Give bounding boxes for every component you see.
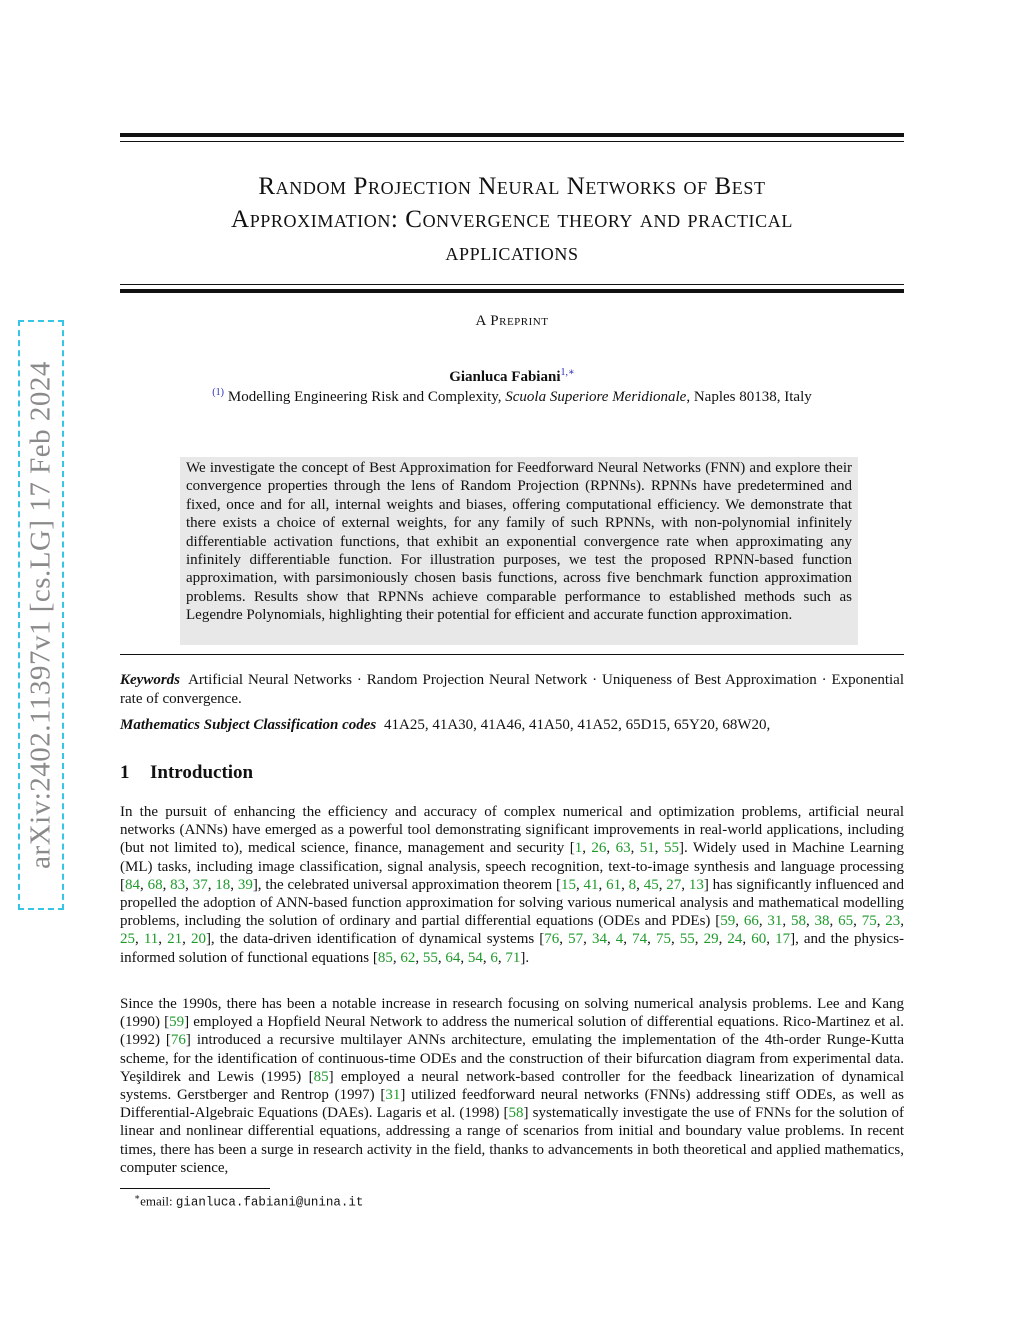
author-name-text: Gianluca Fabiani bbox=[449, 369, 561, 385]
title-bottom-rule-thin bbox=[120, 284, 904, 285]
citation-link[interactable]: 66 bbox=[743, 913, 759, 930]
citation-link[interactable]: 60 bbox=[751, 931, 767, 948]
arxiv-id-text: arXiv:2402.11397v1 [cs.LG] 17 Feb 2024 bbox=[24, 361, 57, 869]
citation-link[interactable]: 76 bbox=[170, 1032, 186, 1049]
citation-link[interactable]: 1 bbox=[574, 840, 583, 857]
citation-link[interactable]: 39 bbox=[237, 876, 253, 893]
author-affiliation bbox=[120, 387, 904, 406]
paper-title bbox=[120, 170, 904, 269]
citation-link[interactable]: 84 bbox=[125, 876, 140, 893]
citation-link[interactable]: 55 bbox=[679, 931, 695, 948]
abstract-rule bbox=[120, 654, 904, 655]
msc-label: Mathematics Subject Classification codes bbox=[120, 717, 377, 733]
citation-link[interactable]: 6 bbox=[490, 949, 498, 966]
citation-link[interactable]: 58 bbox=[790, 913, 806, 930]
title-top-rule-thin bbox=[120, 141, 904, 142]
citation-link[interactable]: 15 bbox=[560, 876, 576, 893]
citation-link[interactable]: 25 bbox=[120, 931, 135, 948]
author-name bbox=[120, 367, 904, 386]
keywords-label: Keywords bbox=[120, 672, 180, 688]
section-heading-introduction bbox=[120, 762, 904, 784]
affiliation-location: , Naples 80138, Italy bbox=[686, 389, 812, 405]
citation-link[interactable]: 24 bbox=[727, 931, 743, 948]
citation-link[interactable]: 85 bbox=[377, 949, 393, 966]
citation-link[interactable]: 76 bbox=[544, 931, 560, 948]
citation-link[interactable]: 45 bbox=[643, 876, 659, 893]
msc-codes bbox=[120, 716, 904, 735]
citation-link[interactable]: 58 bbox=[508, 1105, 524, 1122]
title-top-rule bbox=[120, 133, 904, 137]
citation-link[interactable]: 23 bbox=[885, 913, 901, 930]
citation-link[interactable]: 74 bbox=[632, 931, 648, 948]
citation-link[interactable]: 59 bbox=[720, 913, 736, 930]
msc-text: 41A25, 41A30, 41A46, 41A50, 41A52, 65D15, 65Y20, 68W20, bbox=[384, 717, 771, 733]
citation-link[interactable]: 29 bbox=[703, 931, 719, 948]
citation-link[interactable]: 21 bbox=[167, 931, 183, 948]
citation-link[interactable]: 27 bbox=[666, 876, 682, 893]
abstract-box: We investigate the concept of Best Approximation for Feedforward Neural Networks (FNN) and explore their convergence properties through the lens of Random Projection (RPNNs). RPNNs have predetermined and fixed, once and for all, internal weights and biases, offering computational efficiency. We demonstrate that there exists a choice of external weights, for any family of such RPNNs, with non-polynomial infinitely differentiable activation functions, that exhibit an exponential convergence rate when approximating any infinitely differentiable function. For illustration purposes, we test the proposed RPNN-based function approximation, with parsimoniously chosen basis functions, across five benchmark function approximation problems. Results show that RPNNs achieve comparable performance to established methods such as Legendre Polynomials, highlighting their potential for efficient and accurate function approximation. bbox=[180, 457, 858, 645]
citation-link[interactable]: 8 bbox=[628, 876, 637, 893]
citation-link[interactable]: 62 bbox=[400, 949, 416, 966]
footnote-mark: ∗ bbox=[134, 1192, 141, 1202]
citation-link[interactable]: 57 bbox=[568, 931, 584, 948]
arxiv-side-stamp bbox=[18, 320, 64, 910]
section-title: Introduction bbox=[150, 762, 254, 783]
affiliation-mark: (1) bbox=[212, 387, 224, 398]
citation-link[interactable]: 59 bbox=[169, 1014, 185, 1031]
citation-link[interactable]: 61 bbox=[606, 876, 622, 893]
citation-link[interactable]: 68 bbox=[147, 876, 163, 893]
citation-link[interactable]: 55 bbox=[664, 840, 679, 857]
footnote-label: email: bbox=[140, 1193, 176, 1209]
citation-link[interactable]: 64 bbox=[445, 949, 461, 966]
keywords bbox=[120, 671, 904, 708]
affiliation-institution: Scuola Superiore Meridionale bbox=[505, 389, 687, 405]
preprint-label: A Preprint bbox=[475, 313, 549, 329]
title-line: Approximation: Convergence theory and practical bbox=[231, 206, 793, 233]
citation-link[interactable]: 63 bbox=[615, 840, 631, 857]
footnote-email bbox=[134, 1192, 363, 1209]
citation-link[interactable]: 37 bbox=[192, 876, 208, 893]
citation-link[interactable]: 83 bbox=[170, 876, 186, 893]
citation-link[interactable]: 55 bbox=[422, 949, 438, 966]
citation-link[interactable]: 4 bbox=[615, 931, 624, 948]
title-bottom-rule bbox=[120, 289, 904, 293]
citation-link[interactable]: 20 bbox=[190, 931, 206, 948]
citation-link[interactable]: 85 bbox=[313, 1068, 329, 1085]
citation-link[interactable]: 75 bbox=[655, 931, 671, 948]
intro-paragraph-1: In the pursuit of enhancing the efficiency and accuracy of complex numerical and optimization problems, artificial neural networks (ANNs) have emerged as a powerful tool demonstrating significant improvements in real-world applications, including (but not limited to), medical science, finance, management and security [1, 26, 63, 51, 55]. Widely used in Machine Learning (ML) tasks, including image classification, signal analysis, speech recognition, text-to-image synthesis and language processing [84, 68, 83, 37, 18, 39], the celebrated universal approximation theorem [15, 41, 61, 8, 45, 27, 13] has significantly influenced and propelled the adoption of ANN-based function approximation for solving various numerical analysis and mathematical modelling problems, including the solution of ordinary and partial differential equations (ODEs and PDEs) [59, 66, 31, 58, 38, 65, 75, 23, 25, 11, 21, 20], the data-driven identification of dynamical systems [76, 57, 34, 4, 74, 75, 55, 29, 24, 60, 17], and the physics-informed solution of functional equations [85, 62, 55, 64, 54, 6, 71]. bbox=[120, 804, 905, 966]
title-line: applications bbox=[445, 239, 579, 266]
citation-link[interactable]: 41 bbox=[583, 876, 599, 893]
citation-link[interactable]: 65 bbox=[838, 913, 854, 930]
citation-link[interactable]: 31 bbox=[385, 1087, 401, 1104]
citation-link[interactable]: 71 bbox=[505, 949, 521, 966]
citation-link[interactable]: 17 bbox=[775, 931, 791, 948]
intro-paragraph-2: Since the 1990s, there has been a notable increase in research focusing on solving numerical analysis problems. Lee and Kang (1990) [59] employed a Hopfield Neural Network to address the numerical solution of differential equations. Rico-Martinez et al. (1992) [76] introduced a recursive multilayer ANNs architecture, emulating the implementation of the 4th-order Runge-Kutta scheme, for the identification of continuous-time ODEs and the construction of their bifurcation diagram from experimental data. Yeşildirek and Lewis (1995) [85] employed a neural network-based controller for the feedback linearization of dynamical systems. Gerstberger and Rentrop (1997) [31] utilized feedforward neural networks (FNNs) addressing stiff ODEs, as well as Differential-Algebraic Equations (DAEs). Lagaris et al. (1998) [58] systematically investigate the use of FNNs for the solution of linear and nonlinear differential equations, addressing a range of scenarios from initial and boundary value problems. In recent times, there has been a surge in research activity in the field, thanks to advancements in both theoretical and applied mathematics, computer science, bbox=[120, 996, 904, 1176]
citation-link[interactable]: 11 bbox=[143, 931, 159, 948]
citation-link[interactable]: 34 bbox=[591, 931, 607, 948]
citation-link[interactable]: 18 bbox=[215, 876, 231, 893]
citation-link[interactable]: 54 bbox=[467, 949, 483, 966]
author-marks[interactable]: 1,∗ bbox=[560, 367, 575, 378]
citation-link[interactable]: 38 bbox=[814, 913, 830, 930]
citation-link[interactable]: 75 bbox=[861, 913, 877, 930]
citation-link[interactable]: 31 bbox=[767, 913, 783, 930]
footnote-rule bbox=[120, 1188, 270, 1189]
keywords-text: Artificial Neural Networks · Random Projection Neural Network · Uniqueness of Best Approximation · Exponential rate of convergence. bbox=[120, 672, 904, 707]
section-number: 1 bbox=[120, 762, 130, 783]
citation-link[interactable]: 13 bbox=[688, 876, 704, 893]
citation-link[interactable]: 26 bbox=[591, 840, 607, 857]
title-line: Random Projection Neural Networks of Best bbox=[258, 173, 766, 200]
email-link[interactable]: gianluca.fabiani@unina.it bbox=[175, 1195, 364, 1210]
citation-link[interactable]: 51 bbox=[639, 840, 655, 857]
affiliation-text: Modelling Engineering Risk and Complexity, bbox=[227, 389, 506, 405]
